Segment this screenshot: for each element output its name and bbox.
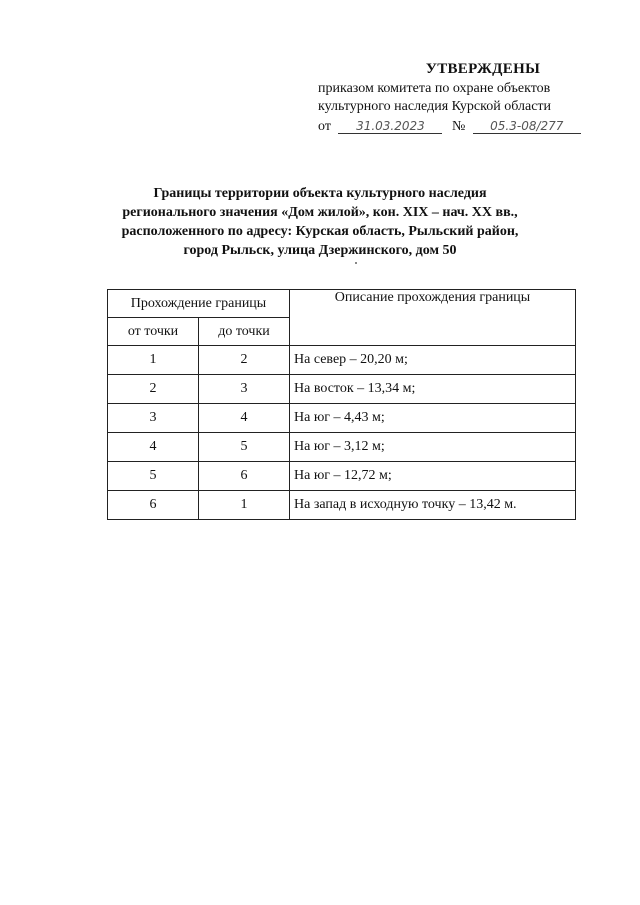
title-line-4: город Рыльск, улица Дзержинского, дом 50 (183, 243, 457, 258)
date-prefix: от (318, 119, 331, 134)
header-boundary-description: Описание прохождения границы (290, 290, 576, 346)
to-point-cell: 3 (199, 375, 290, 404)
boundary-table (107, 289, 576, 520)
to-point-cell: 6 (199, 462, 290, 491)
approval-authority-line: культурного наследия Курской области (318, 99, 552, 114)
scan-speck (355, 262, 357, 264)
description-cell: На юг – 3,12 м; (290, 433, 576, 462)
description-cell: На восток – 13,34 м; (290, 375, 576, 404)
header-boundary-passage: Прохождение границы (108, 290, 290, 318)
description-cell: На запад в исходную точку – 13,42 м. (290, 491, 576, 520)
title-line-2: регионального значения «Дом жилой», кон. XIX – нач. XX вв., (122, 205, 518, 220)
from-point-cell: 6 (108, 491, 199, 520)
from-point-cell: 4 (108, 433, 199, 462)
description-cell: На юг – 12,72 м; (290, 462, 576, 491)
table-row (108, 404, 576, 433)
from-point-cell: 5 (108, 462, 199, 491)
number-prefix: № (451, 119, 466, 134)
table-header-row (108, 290, 576, 318)
handwritten-date: 31.03.2023 (338, 119, 442, 134)
to-point-cell: 1 (199, 491, 290, 520)
table-row (108, 433, 576, 462)
approval-order-line: приказом комитета по охране объектов (318, 81, 551, 96)
description-cell: На север – 20,20 м; (290, 346, 576, 375)
handwritten-order-number: 05.3-08/277 (473, 119, 581, 134)
table-row (108, 346, 576, 375)
table-row (108, 462, 576, 491)
description-cell: На юг – 4,43 м; (290, 404, 576, 433)
to-point-cell: 2 (199, 346, 290, 375)
approval-block (318, 60, 588, 136)
title-line-1: Границы территории объекта культурного наследия (153, 186, 487, 201)
document-title (100, 184, 540, 260)
from-point-cell: 1 (108, 346, 199, 375)
to-point-cell: 5 (199, 433, 290, 462)
approval-date-number-line (318, 118, 588, 136)
from-point-cell: 2 (108, 375, 199, 404)
table-row (108, 375, 576, 404)
approval-heading: УТВЕРЖДЕНЫ (425, 61, 541, 77)
header-from-point: от точки (108, 318, 199, 346)
table-row (108, 491, 576, 520)
to-point-cell: 4 (199, 404, 290, 433)
title-line-3: расположенного по адресу: Курская область, Рыльский район, (121, 224, 519, 239)
from-point-cell: 3 (108, 404, 199, 433)
header-to-point: до точки (199, 318, 290, 346)
